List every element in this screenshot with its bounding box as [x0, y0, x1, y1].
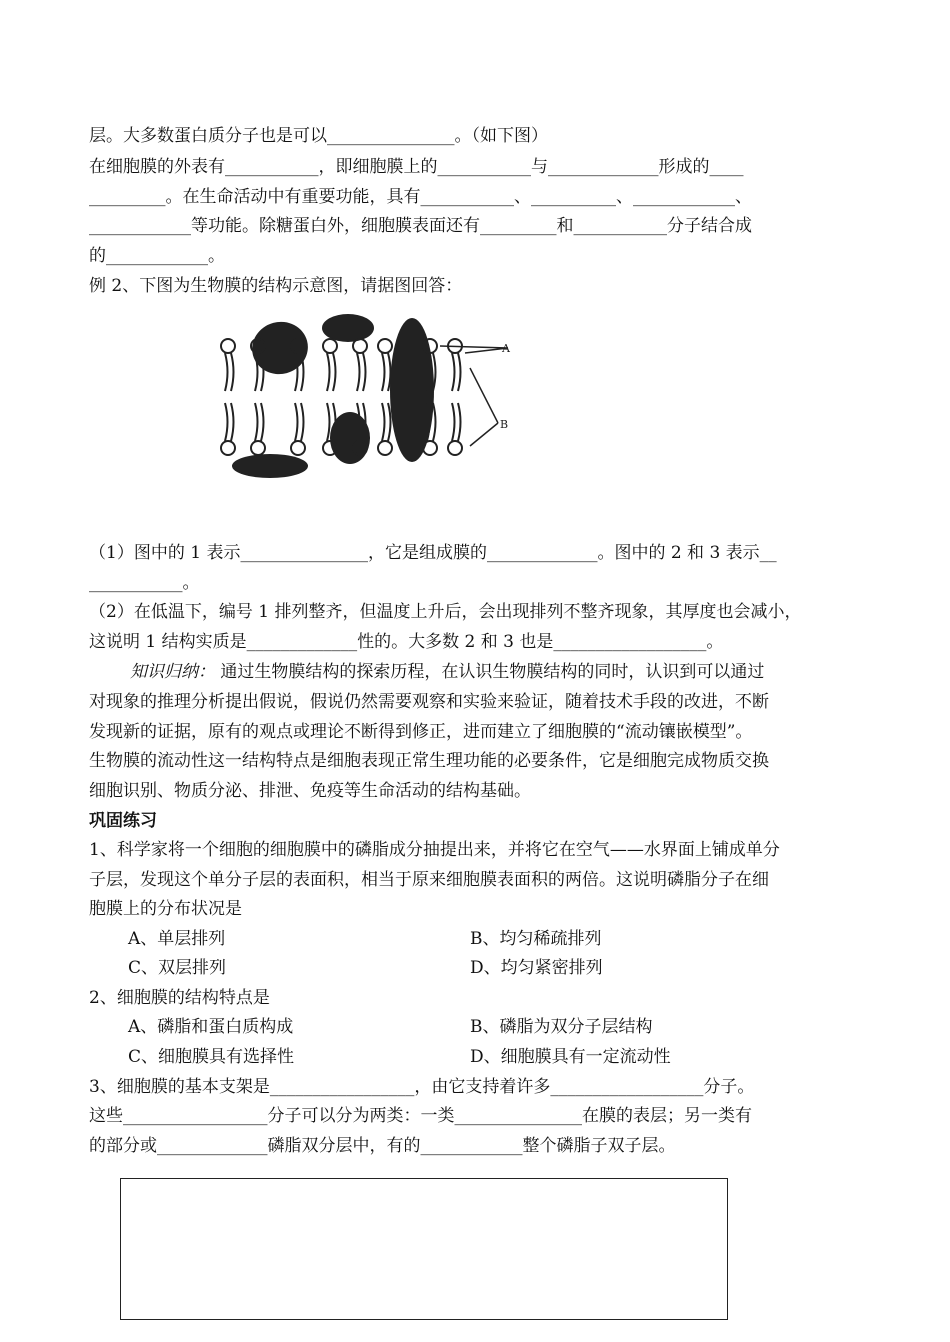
- phospholipid-tail: [333, 353, 336, 391]
- phospholipid-head: [251, 441, 265, 455]
- phospholipid-tail: [327, 353, 330, 391]
- phospholipid-head: [221, 339, 235, 353]
- option-c: C、细胞膜具有选择性: [128, 1047, 295, 1067]
- text-line: 在细胞膜的外表有___________，即细胞膜上的___________与_____________形成的____: [89, 157, 744, 177]
- label-b: B: [500, 418, 509, 431]
- text-line: 层。大多数蛋白质分子也是可以_______________。（如下图）: [89, 126, 548, 146]
- practice-title: 巩固练习: [89, 811, 157, 831]
- text-line: _________。在生命活动中有重要功能，具有___________、__________、____________、: [89, 187, 752, 207]
- phospholipid-tail: [225, 403, 228, 441]
- phospholipid-head: [448, 441, 462, 455]
- phospholipid-tail: [452, 403, 455, 441]
- phospholipid-tail: [452, 353, 455, 391]
- phospholipid-tail: [301, 403, 304, 441]
- phospholipid-tail: [458, 403, 461, 441]
- option-b: B、磷脂为双分子层结构: [470, 1017, 653, 1037]
- phospholipid-tail: [295, 403, 298, 441]
- question-2-line: （2）在低温下，编号 1 排列整齐，但温度上升后，会出现排列不整齐现象，其厚度也会减小，: [89, 602, 802, 622]
- phospholipid-tail: [458, 353, 461, 391]
- example-2-title: 例 2、下图为生物膜的结构示意图，请据图回答：: [89, 276, 463, 296]
- summary-line: 发现新的证据，原有的观点或理论不断得到修正，进而建立了细胞膜的“流动镶嵌模型”。: [89, 722, 753, 742]
- phospholipid-tail: [388, 353, 391, 391]
- phospholipid-tail: [382, 403, 385, 441]
- phospholipid-tail: [301, 353, 304, 391]
- phospholipid-tail: [433, 403, 436, 441]
- phospholipid-head: [378, 339, 392, 353]
- phospholipid-tail: [231, 403, 234, 441]
- practice-3-line: 这些_________________分子可以分为两类：一类_______________在膜的表层；另一类有: [89, 1106, 752, 1126]
- summary-line: 细胞识别、物质分泌、排泄、免疫等生命活动的结构基础。: [89, 781, 531, 801]
- option-d: D、均匀紧密排列: [470, 958, 603, 978]
- phospholipid-tail: [357, 353, 360, 391]
- phospholipid-head: [423, 441, 437, 455]
- practice-3-line: 的部分或_____________磷脂双分层中，有的____________整个磷脂子双子层。: [89, 1136, 676, 1156]
- phospholipid-tail: [433, 353, 436, 391]
- practice-1-line: 1、科学家将一个细胞的细胞膜中的磷脂成分抽提出来，并将它在空气——水界面上铺成单分: [89, 840, 780, 860]
- question-1-line: （1）图中的 1 表示_______________，它是组成膜的_____________。图中的 2 和 3 表示__: [89, 543, 777, 563]
- phospholipid-tail: [261, 353, 264, 391]
- membrane-structure-figure: [180, 308, 520, 493]
- phospholipid-tail: [388, 403, 391, 441]
- practice-3-line: 3、细胞膜的基本支架是_________________，由它支持着许多__________________分子。: [89, 1077, 755, 1097]
- phospholipid-tail: [255, 403, 258, 441]
- text-line: 的____________。: [89, 246, 225, 266]
- phospholipid-tail: [295, 353, 298, 391]
- phospholipid-head: [353, 339, 367, 353]
- summary-first-line: [130, 660, 764, 684]
- phospholipid-head: [291, 441, 305, 455]
- option-a: A、磷脂和蛋白质构成: [128, 1017, 294, 1037]
- practice-1-line: 胞膜上的分布状况是: [89, 899, 242, 919]
- summary-line: 对现象的推理分析提出假说，假说仍然需要观察和实验来验证，随着技术手段的改进，不断: [89, 692, 769, 712]
- phospholipid-head: [378, 441, 392, 455]
- option-d: D、细胞膜具有一定流动性: [470, 1047, 671, 1067]
- phospholipid-tail: [255, 353, 258, 391]
- practice-2-stem: 2、细胞膜的结构特点是: [89, 988, 270, 1008]
- option-a: A、单层排列: [128, 929, 226, 949]
- phospholipid-tail: [225, 353, 228, 391]
- question-1-line: ___________。: [89, 573, 200, 593]
- summary-head: 知识归纳：: [130, 662, 215, 682]
- option-b: B、均匀稀疏排列: [470, 929, 602, 949]
- answer-box: [120, 1178, 728, 1320]
- text-line: ____________等功能。除糖蛋白外，细胞膜表面还有_________和___________分子结合成: [89, 216, 752, 236]
- practice-1-line: 子层，发现这个单分子层的表面积，相当于原来细胞膜表面积的两倍。这说明磷脂分子在细: [89, 870, 769, 890]
- option-c: C、双层排列: [128, 958, 227, 978]
- label-a: A: [502, 342, 510, 355]
- phospholipid-head: [323, 339, 337, 353]
- phospholipid-tail: [327, 403, 330, 441]
- summary-first-text: 通过生物膜结构的探索历程，在认识生物膜结构的同时，认识到可以通过: [220, 662, 765, 682]
- question-2-line: 这说明 1 结构实质是_____________性的。大多数 2 和 3 也是__________________。: [89, 632, 724, 652]
- phospholipid-tail: [363, 353, 366, 391]
- phospholipid-tail: [261, 403, 264, 441]
- phospholipid-tail: [382, 353, 385, 391]
- summary-line: 生物膜的流动性这一结构特点是细胞表现正常生理功能的必要条件，它是细胞完成物质交换: [89, 751, 769, 771]
- phospholipid-head: [221, 441, 235, 455]
- phospholipid-tail: [231, 353, 234, 391]
